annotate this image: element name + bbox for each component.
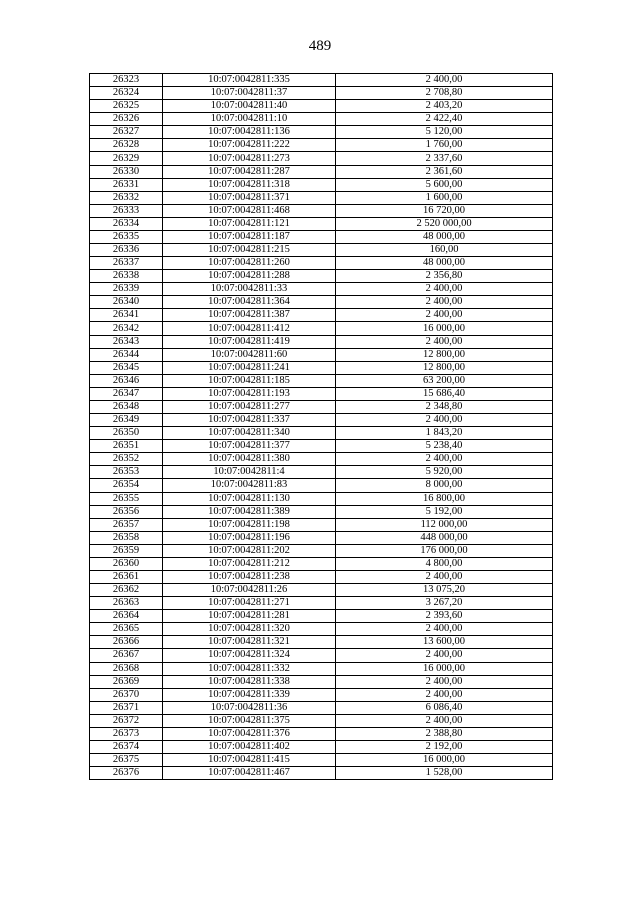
amount-cell: 48 000,00: [336, 230, 553, 243]
table-row: [90, 191, 553, 204]
amount-cell: 2 361,60: [336, 165, 553, 178]
row-number-cell: 26363: [90, 597, 163, 610]
cadastral-number-cell: 10:07:0042811:338: [163, 675, 336, 688]
amount-cell: 2 400,00: [336, 623, 553, 636]
table-row: [90, 152, 553, 165]
table-row: [90, 244, 553, 257]
table-row: [90, 165, 553, 178]
row-number-cell: 26346: [90, 374, 163, 387]
amount-cell: 112 000,00: [336, 518, 553, 531]
registry-table-body: [90, 74, 553, 780]
table-row: [90, 178, 553, 191]
cadastral-number-cell: 10:07:0042811:320: [163, 623, 336, 636]
amount-cell: 5 120,00: [336, 126, 553, 139]
table-row: [90, 374, 553, 387]
row-number-cell: 26367: [90, 649, 163, 662]
table-row: [90, 557, 553, 570]
row-number-cell: 26357: [90, 518, 163, 531]
amount-cell: 2 400,00: [336, 649, 553, 662]
cadastral-number-cell: 10:07:0042811:467: [163, 767, 336, 780]
amount-cell: 5 600,00: [336, 178, 553, 191]
cadastral-number-cell: 10:07:0042811:36: [163, 701, 336, 714]
table-row: [90, 335, 553, 348]
cadastral-number-cell: 10:07:0042811:321: [163, 636, 336, 649]
amount-cell: 160,00: [336, 244, 553, 257]
row-number-cell: 26351: [90, 440, 163, 453]
table-row: [90, 636, 553, 649]
amount-cell: 5 920,00: [336, 466, 553, 479]
table-row: [90, 440, 553, 453]
row-number-cell: 26328: [90, 139, 163, 152]
row-number-cell: 26353: [90, 466, 163, 479]
row-number-cell: 26352: [90, 453, 163, 466]
amount-cell: 2 388,80: [336, 727, 553, 740]
table-row: [90, 361, 553, 374]
cadastral-number-cell: 10:07:0042811:222: [163, 139, 336, 152]
amount-cell: 1 600,00: [336, 191, 553, 204]
table-row: [90, 87, 553, 100]
cadastral-number-cell: 10:07:0042811:376: [163, 727, 336, 740]
row-number-cell: 26371: [90, 701, 163, 714]
amount-cell: 63 200,00: [336, 374, 553, 387]
cadastral-number-cell: 10:07:0042811:185: [163, 374, 336, 387]
amount-cell: 16 000,00: [336, 754, 553, 767]
table-row: [90, 492, 553, 505]
table-row: [90, 466, 553, 479]
table-row: [90, 505, 553, 518]
cadastral-number-cell: 10:07:0042811:402: [163, 740, 336, 753]
cadastral-number-cell: 10:07:0042811:202: [163, 544, 336, 557]
amount-cell: 2 708,80: [336, 87, 553, 100]
amount-cell: 2 192,00: [336, 740, 553, 753]
row-number-cell: 26362: [90, 584, 163, 597]
table-row: [90, 309, 553, 322]
table-row: [90, 727, 553, 740]
amount-cell: 16 800,00: [336, 492, 553, 505]
amount-cell: 2 393,60: [336, 610, 553, 623]
table-row: [90, 610, 553, 623]
amount-cell: 1 843,20: [336, 427, 553, 440]
amount-cell: 48 000,00: [336, 257, 553, 270]
amount-cell: 448 000,00: [336, 531, 553, 544]
table-row: [90, 427, 553, 440]
cadastral-number-cell: 10:07:0042811:4: [163, 466, 336, 479]
row-number-cell: 26359: [90, 544, 163, 557]
amount-cell: 2 422,40: [336, 113, 553, 126]
amount-cell: 2 400,00: [336, 570, 553, 583]
cadastral-number-cell: 10:07:0042811:33: [163, 283, 336, 296]
table-row: [90, 126, 553, 139]
table-row: [90, 414, 553, 427]
row-number-cell: 26331: [90, 178, 163, 191]
cadastral-number-cell: 10:07:0042811:40: [163, 100, 336, 113]
amount-cell: 16 720,00: [336, 204, 553, 217]
row-number-cell: 26337: [90, 257, 163, 270]
row-number-cell: 26332: [90, 191, 163, 204]
cadastral-number-cell: 10:07:0042811:332: [163, 662, 336, 675]
table-row: [90, 204, 553, 217]
cadastral-number-cell: 10:07:0042811:419: [163, 335, 336, 348]
table-row: [90, 348, 553, 361]
row-number-cell: 26375: [90, 754, 163, 767]
cadastral-number-cell: 10:07:0042811:318: [163, 178, 336, 191]
amount-cell: 5 192,00: [336, 505, 553, 518]
cadastral-number-cell: 10:07:0042811:196: [163, 531, 336, 544]
row-number-cell: 26369: [90, 675, 163, 688]
row-number-cell: 26341: [90, 309, 163, 322]
table-row: [90, 688, 553, 701]
table-row: [90, 74, 553, 87]
amount-cell: 12 800,00: [336, 361, 553, 374]
amount-cell: 5 238,40: [336, 440, 553, 453]
amount-cell: 1 760,00: [336, 139, 553, 152]
cadastral-number-cell: 10:07:0042811:364: [163, 296, 336, 309]
cadastral-number-cell: 10:07:0042811:260: [163, 257, 336, 270]
amount-cell: 2 400,00: [336, 335, 553, 348]
row-number-cell: 26374: [90, 740, 163, 753]
cadastral-number-cell: 10:07:0042811:271: [163, 597, 336, 610]
cadastral-number-cell: 10:07:0042811:187: [163, 230, 336, 243]
table-row: [90, 217, 553, 230]
cadastral-number-cell: 10:07:0042811:281: [163, 610, 336, 623]
cadastral-number-cell: 10:07:0042811:136: [163, 126, 336, 139]
amount-cell: 2 400,00: [336, 714, 553, 727]
row-number-cell: 26327: [90, 126, 163, 139]
amount-cell: 12 800,00: [336, 348, 553, 361]
cadastral-number-cell: 10:07:0042811:277: [163, 400, 336, 413]
table-row: [90, 387, 553, 400]
table-row: [90, 767, 553, 780]
row-number-cell: 26355: [90, 492, 163, 505]
row-number-cell: 26350: [90, 427, 163, 440]
row-number-cell: 26343: [90, 335, 163, 348]
amount-cell: 2 400,00: [336, 309, 553, 322]
table-row: [90, 113, 553, 126]
table-row: [90, 584, 553, 597]
row-number-cell: 26345: [90, 361, 163, 374]
table-row: [90, 544, 553, 557]
row-number-cell: 26339: [90, 283, 163, 296]
cadastral-number-cell: 10:07:0042811:375: [163, 714, 336, 727]
cadastral-number-cell: 10:07:0042811:273: [163, 152, 336, 165]
table-row: [90, 283, 553, 296]
table-row: [90, 570, 553, 583]
row-number-cell: 26360: [90, 557, 163, 570]
row-number-cell: 26361: [90, 570, 163, 583]
table-row: [90, 714, 553, 727]
row-number-cell: 26323: [90, 74, 163, 87]
amount-cell: 8 000,00: [336, 479, 553, 492]
table-row: [90, 518, 553, 531]
cadastral-number-cell: 10:07:0042811:324: [163, 649, 336, 662]
amount-cell: 16 000,00: [336, 662, 553, 675]
table-row: [90, 453, 553, 466]
amount-cell: 4 800,00: [336, 557, 553, 570]
cadastral-number-cell: 10:07:0042811:380: [163, 453, 336, 466]
row-number-cell: 26370: [90, 688, 163, 701]
cadastral-number-cell: 10:07:0042811:377: [163, 440, 336, 453]
table-row: [90, 675, 553, 688]
amount-cell: 2 400,00: [336, 296, 553, 309]
row-number-cell: 26376: [90, 767, 163, 780]
row-number-cell: 26336: [90, 244, 163, 257]
table-row: [90, 296, 553, 309]
row-number-cell: 26347: [90, 387, 163, 400]
registry-table: [89, 73, 553, 780]
table-row: [90, 701, 553, 714]
row-number-cell: 26372: [90, 714, 163, 727]
row-number-cell: 26334: [90, 217, 163, 230]
amount-cell: 6 086,40: [336, 701, 553, 714]
amount-cell: 2 400,00: [336, 74, 553, 87]
table-row: [90, 754, 553, 767]
amount-cell: 2 337,60: [336, 152, 553, 165]
row-number-cell: 26326: [90, 113, 163, 126]
cadastral-number-cell: 10:07:0042811:389: [163, 505, 336, 518]
row-number-cell: 26340: [90, 296, 163, 309]
cadastral-number-cell: 10:07:0042811:415: [163, 754, 336, 767]
cadastral-number-cell: 10:07:0042811:241: [163, 361, 336, 374]
table-row: [90, 400, 553, 413]
cadastral-number-cell: 10:07:0042811:371: [163, 191, 336, 204]
cadastral-number-cell: 10:07:0042811:37: [163, 87, 336, 100]
row-number-cell: 26342: [90, 322, 163, 335]
row-number-cell: 26333: [90, 204, 163, 217]
cadastral-number-cell: 10:07:0042811:26: [163, 584, 336, 597]
cadastral-number-cell: 10:07:0042811:288: [163, 270, 336, 283]
cadastral-number-cell: 10:07:0042811:339: [163, 688, 336, 701]
cadastral-number-cell: 10:07:0042811:387: [163, 309, 336, 322]
amount-cell: 2 403,20: [336, 100, 553, 113]
cadastral-number-cell: 10:07:0042811:238: [163, 570, 336, 583]
row-number-cell: 26365: [90, 623, 163, 636]
amount-cell: 176 000,00: [336, 544, 553, 557]
table-row: [90, 479, 553, 492]
table-row: [90, 649, 553, 662]
table-row: [90, 139, 553, 152]
row-number-cell: 26349: [90, 414, 163, 427]
cadastral-number-cell: 10:07:0042811:193: [163, 387, 336, 400]
row-number-cell: 26338: [90, 270, 163, 283]
table-row: [90, 100, 553, 113]
row-number-cell: 26373: [90, 727, 163, 740]
table-row: [90, 270, 553, 283]
cadastral-number-cell: 10:07:0042811:335: [163, 74, 336, 87]
amount-cell: 15 686,40: [336, 387, 553, 400]
cadastral-number-cell: 10:07:0042811:412: [163, 322, 336, 335]
row-number-cell: 26366: [90, 636, 163, 649]
amount-cell: 2 400,00: [336, 283, 553, 296]
table-row: [90, 662, 553, 675]
row-number-cell: 26335: [90, 230, 163, 243]
cadastral-number-cell: 10:07:0042811:121: [163, 217, 336, 230]
row-number-cell: 26368: [90, 662, 163, 675]
amount-cell: 2 400,00: [336, 414, 553, 427]
table-row: [90, 740, 553, 753]
cadastral-number-cell: 10:07:0042811:337: [163, 414, 336, 427]
cadastral-number-cell: 10:07:0042811:468: [163, 204, 336, 217]
amount-cell: 2 400,00: [336, 675, 553, 688]
cadastral-number-cell: 10:07:0042811:287: [163, 165, 336, 178]
table-row: [90, 257, 553, 270]
cadastral-number-cell: 10:07:0042811:215: [163, 244, 336, 257]
row-number-cell: 26325: [90, 100, 163, 113]
row-number-cell: 26358: [90, 531, 163, 544]
row-number-cell: 26356: [90, 505, 163, 518]
amount-cell: 2 348,80: [336, 400, 553, 413]
amount-cell: 2 520 000,00: [336, 217, 553, 230]
cadastral-number-cell: 10:07:0042811:60: [163, 348, 336, 361]
cadastral-number-cell: 10:07:0042811:340: [163, 427, 336, 440]
row-number-cell: 26329: [90, 152, 163, 165]
amount-cell: 1 528,00: [336, 767, 553, 780]
cadastral-number-cell: 10:07:0042811:198: [163, 518, 336, 531]
row-number-cell: 26330: [90, 165, 163, 178]
cadastral-number-cell: 10:07:0042811:10: [163, 113, 336, 126]
table-row: [90, 597, 553, 610]
row-number-cell: 26364: [90, 610, 163, 623]
page-number: 489: [308, 38, 332, 54]
amount-cell: 16 000,00: [336, 322, 553, 335]
row-number-cell: 26324: [90, 87, 163, 100]
table-row: [90, 531, 553, 544]
table-row: [90, 623, 553, 636]
amount-cell: 13 600,00: [336, 636, 553, 649]
cadastral-number-cell: 10:07:0042811:83: [163, 479, 336, 492]
cadastral-number-cell: 10:07:0042811:130: [163, 492, 336, 505]
row-number-cell: 26354: [90, 479, 163, 492]
table-row: [90, 322, 553, 335]
amount-cell: 2 400,00: [336, 688, 553, 701]
amount-cell: 3 267,20: [336, 597, 553, 610]
row-number-cell: 26348: [90, 400, 163, 413]
amount-cell: 2 356,80: [336, 270, 553, 283]
row-number-cell: 26344: [90, 348, 163, 361]
amount-cell: 13 075,20: [336, 584, 553, 597]
amount-cell: 2 400,00: [336, 453, 553, 466]
cadastral-number-cell: 10:07:0042811:212: [163, 557, 336, 570]
table-row: [90, 230, 553, 243]
